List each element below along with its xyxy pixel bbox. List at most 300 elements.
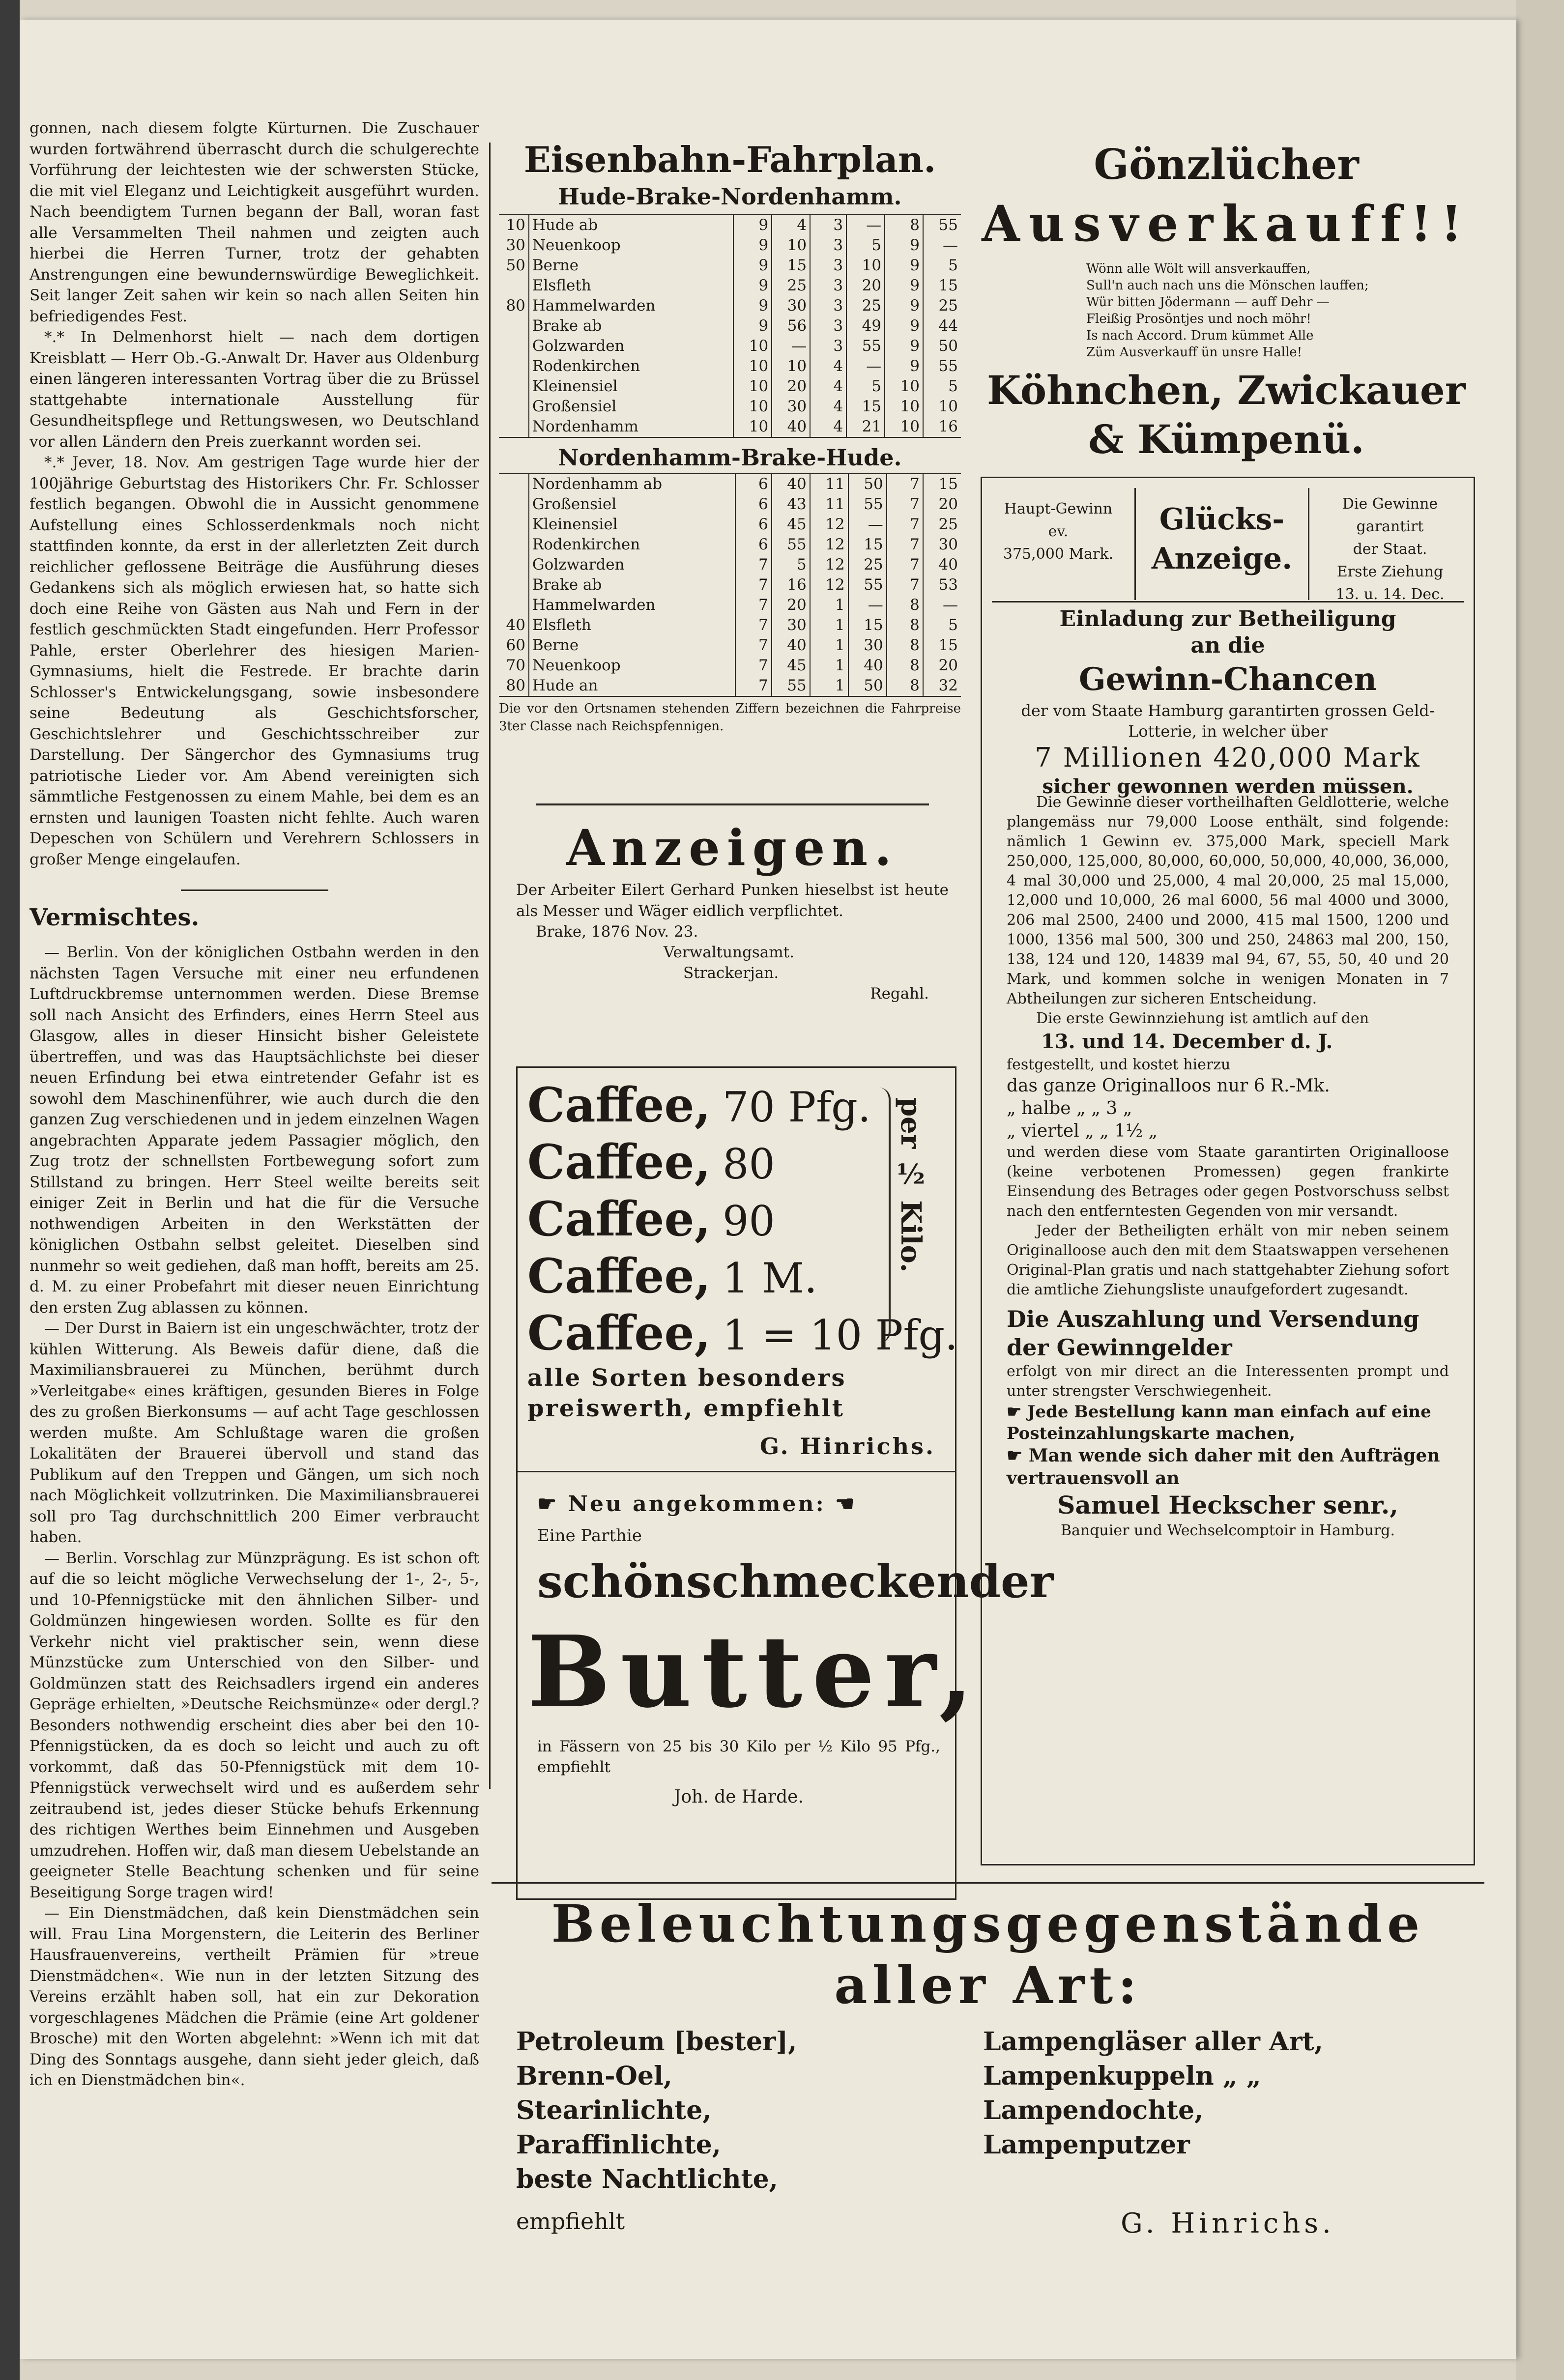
column-timetable: [499, 138, 961, 806]
time-cell: 10: [772, 235, 810, 256]
caffee-line: [527, 1192, 871, 1249]
time-cell: 30: [923, 535, 961, 555]
lottery-header-left: [992, 498, 1125, 566]
ausverkauf-poem: [973, 260, 1479, 361]
time-cell: 7: [735, 555, 772, 575]
caffee-line: [527, 1135, 871, 1192]
lottery-body-1: Die Gewinne dieser vortheilhaften Geldlotterie, welche plangemäss nur 79,000 Loose enthält, sind folgende: nämlich 1 Gewinn ev. 375,000 Mark, speciell Mark 250,000, 125,000, 80,000, 60,000, 50,000, 40,000, 36,000, 4 mal 30,000 und 25,000, 4 mal 20,000, 25 mal 15,000, 12,000 und 10,000, 26 mal 6000, 56 mal 4000 und 3000, 206 mal 2500, 2400 und 2000, 415 mal 1500, 1200 und 1000, 1356 mal 500, 300 und 250, 24863 mal 200, 150, 138, 124 und 120, 14839 mal 94, 67, 55, 50, 40 und 20 Mark, und kommen solche in wenigen Monaten in 7 Abtheilungen zur sicheren Entscheidung.: [1007, 794, 1449, 1007]
timetable-table-1: [499, 215, 961, 437]
time-cell: 7: [735, 635, 772, 656]
anzeigen-signer-1: Strackerjan.: [683, 964, 779, 982]
station-name: Elsfleth: [529, 615, 735, 635]
lottery-right-line: 13. u. 14. Dec.: [1335, 586, 1445, 603]
butter-word: Butter,: [527, 1614, 983, 1730]
station-name: Großensiel: [529, 494, 735, 515]
timetable-row: [499, 656, 961, 676]
time-cell: 10: [885, 397, 923, 417]
time-cell: 8: [887, 656, 923, 676]
caffee-divider: [518, 1471, 955, 1472]
lottery-price-1: das ganze Originalloos nur 6 R.-Mk.: [1007, 1076, 1330, 1096]
time-cell: 10: [733, 336, 772, 356]
time-cell: 9: [885, 235, 923, 256]
timetable-row: [499, 474, 961, 494]
lottery-order: ☛ Jede Bestellung kann man einfach auf eine Posteinzahlungskarte machen,: [1007, 1402, 1431, 1443]
lottery-left-line: 375,000 Mark.: [1003, 545, 1114, 563]
time-cell: 50: [923, 336, 961, 356]
time-cell: 12: [810, 575, 848, 595]
lamps-empfiehlt: empfiehlt: [516, 2208, 625, 2235]
lottery-left-line: ev.: [1048, 523, 1069, 540]
station-name: Neuenkoop: [529, 235, 733, 256]
ausverkauf-firm-2: & Kümpenü.: [1088, 416, 1364, 462]
time-cell: 10: [733, 397, 772, 417]
time-cell: 10: [772, 356, 810, 376]
time-cell: 6: [735, 494, 772, 515]
article-turnfest: gonnen, nach diesem folgte Kürturnen. Die Zuschauer wurden fortwährend überrascht durch die schulgerechte Vorführung der leichtesten wie der schwersten Stücke, die mit viel Eleganz und Leichtigkeit ausgeführt wurden. Nach beendigtem Turnen begann der Ball, woran fast alle Versammelten Theil nahmen und zeigten auch hierbei die Herren Turner, trotz der gehabten Anstrengungen eine bewundernswürdige Beweglichkeit. Seit langer Zeit sahen wir kein so nach allen Seiten hin befriedigendes Fest.: [29, 119, 479, 325]
time-cell: 4: [810, 417, 846, 437]
fare-cell: [499, 316, 529, 336]
notice-anzeigen: [516, 816, 949, 1061]
ausverkauf-title-2: Ausverkauff!!: [982, 195, 1471, 253]
time-cell: 8: [887, 615, 923, 635]
time-cell: 5: [846, 235, 885, 256]
time-cell: 9: [733, 276, 772, 296]
time-cell: 5: [923, 376, 961, 397]
lottery-body-4: und werden diese vom Staate garantirten Originalloose (keine verbotenen Promessen) gegen frankirte Einsendung des Betrages oder gegen Postvorschuss selbst nach den entferntesten Gegenden von mir versandt.: [1007, 1144, 1449, 1220]
article-jever: *.* Jever, 18. Nov. Am gestrigen Tage wurde hier der 100jährige Geburtstag des Historikers Chr. Fr. Schlosser festlich begangen. Obwohl die in Aussicht genommene Aufstellung eines Schlosserdenkmals noch nicht stattfinden konnte, da erst in der allerletzten Zeit durch reichlicher geflossene Beiträge die Ausführung dieses Gedankens sich als möglich erwiesen hat, so hatte sich doch eine Reihe von Gästen aus Nah und Fern in der festlich geschmückten Stadt eingefunden. Herr Professor Pahle, erster Oberlehrer des hiesigen Marien-Gymnasiums, hielt die Festrede. Er brachte darin Schlosser's Entwickelungsgang, sowie insbesondere seine Bedeutung als Geschichtsforscher, Geschichtslehrer und Geschichtsschreiber zur Darstellung. Der Sängerchor des Gymnasiums trug patriotische Lieder vor. Am Abend vereinigten sich sämmtliche Festgenossen zu einem Mahle, bei dem es an ernsten und launigen Toasten nicht fehlte. Auch waren Depeschen von Schülern und Verehrern Schlossers in großer Menge eingelaufen.: [29, 454, 479, 868]
ausverkauf-firm-1: Köhnchen, Zwickauer: [987, 367, 1466, 413]
ad-lamps: [492, 1892, 1484, 2315]
lottery-header-right: [1316, 493, 1464, 606]
lottery-header: [992, 488, 1464, 602]
time-cell: 3: [810, 256, 846, 276]
time-cell: 7: [887, 474, 923, 494]
caffee-word: Caffee,: [527, 1305, 711, 1361]
time-cell: 7: [735, 676, 772, 696]
column-divider: [489, 143, 491, 1789]
station-name: Brake ab: [529, 575, 735, 595]
time-cell: —: [846, 215, 885, 235]
lottery-payout: Die Auszahlung und Versendung der Gewinngelder: [1007, 1306, 1419, 1361]
time-cell: 20: [923, 494, 961, 515]
butter-signer: Joh. de Harde.: [674, 1787, 804, 1807]
caffee-price: 70 Pfg.: [722, 1083, 871, 1131]
time-cell: 30: [772, 296, 810, 316]
time-cell: 25: [772, 276, 810, 296]
caffee-unit: per ½ Kilo.: [895, 1097, 927, 1273]
time-cell: 3: [810, 215, 846, 235]
time-cell: 7: [887, 515, 923, 535]
lottery-lot1: der vom Staate Hamburg garantirten grossen Geld-Lotterie, in welcher über: [1021, 701, 1435, 741]
anzeigen-office: Verwaltungsamt.: [664, 944, 794, 961]
time-cell: 4: [810, 376, 846, 397]
ad-caffee: [516, 1066, 1054, 1900]
fare-cell: 50: [506, 257, 525, 274]
time-cell: 15: [923, 474, 961, 494]
lottery-left-line: Haupt-Gewinn: [1004, 500, 1113, 517]
timetable-row: [499, 276, 961, 296]
article-bavaria: — Der Durst in Baiern ist ein ungeschwächter, trotz der kühlen Witterung. Als Beweis dafür diene, daß die Maximiliansbrauerei zu München, berühmt durch »Verleitgabe« eines kräftigen, gesunden Bieres in Folge des zu großen Bierkonsums — auf acht Tage geschlossen werden mußte. Am Schlußtage waren die großen Lokalitäten der Brauerei übervoll und stand das Publikum auf den Treppen und Gängen, um sich noch nach Möglichkeit vollzutrinken. Die Maximiliansbrauerei soll pro Tag durchschnittlich 200 Eimer verbraucht haben.: [29, 1319, 479, 1546]
time-cell: —: [848, 515, 887, 535]
lamp-item: Paraffinlichte,: [516, 2130, 721, 2160]
time-cell: 3: [810, 336, 846, 356]
timetable-row: [499, 515, 961, 535]
time-cell: 10: [733, 356, 772, 376]
column-news: [29, 118, 479, 2152]
time-cell: 15: [923, 635, 961, 656]
lottery-right-line: Die Gewinne: [1342, 495, 1438, 513]
lottery-turn: ☛ Man wende sich daher mit den Aufträgen vertrauensvoll an: [1007, 1445, 1440, 1489]
caffee-price: 1 = 10 Pfg.: [722, 1311, 958, 1359]
time-cell: 5: [846, 376, 885, 397]
fare-cell: [499, 575, 529, 595]
butter-eine: Eine Parthie: [537, 1526, 642, 1546]
timetable-row: [499, 635, 961, 656]
time-cell: 7: [735, 575, 772, 595]
time-cell: 9: [733, 235, 772, 256]
lamp-item: Petroleum [bester],: [516, 2027, 797, 2057]
fare-cell: [499, 535, 529, 555]
time-cell: 53: [923, 575, 961, 595]
time-cell: 5: [923, 615, 961, 635]
fare-cell: [499, 595, 529, 615]
time-cell: 4: [772, 215, 810, 235]
timetable-route-2: Nordenhamm-Brake-Hude.: [558, 444, 902, 471]
station-name: Berne: [529, 635, 735, 656]
time-cell: 16: [772, 575, 810, 595]
lottery-price-2: „ halbe „ „ 3 „: [1007, 1098, 1132, 1118]
anzeigen-top-rule: [536, 803, 929, 805]
poem-line: Wönn alle Wölt will ansverkauffen,: [1086, 261, 1311, 276]
caffee-word: Caffee,: [527, 1134, 711, 1190]
time-cell: —: [923, 235, 961, 256]
time-cell: 15: [772, 256, 810, 276]
time-cell: 7: [887, 494, 923, 515]
fare-cell: [499, 376, 529, 397]
ad-ausverkauf: [973, 138, 1479, 472]
time-cell: 10: [885, 417, 923, 437]
section-rule: [181, 889, 328, 891]
section-heading: Vermischtes.: [29, 904, 200, 931]
timetable-row: [499, 417, 961, 437]
lamp-item: beste Nachtlichte,: [516, 2164, 778, 2194]
timetable-row: [499, 316, 961, 336]
time-cell: 7: [887, 575, 923, 595]
scan-right-edge: [1516, 0, 1564, 2380]
station-name: Nordenhamm ab: [529, 474, 735, 494]
time-cell: 6: [735, 535, 772, 555]
lamp-item: Lampendochte,: [983, 2095, 1204, 2125]
time-cell: 10: [733, 417, 772, 437]
lottery-order-text: Jede Bestellung kann man einfach auf eine Posteinzahlungskarte machen,: [1007, 1402, 1431, 1443]
time-cell: —: [848, 595, 887, 615]
fare-cell: [499, 336, 529, 356]
time-cell: 12: [810, 515, 848, 535]
time-cell: 25: [923, 296, 961, 316]
time-cell: 9: [733, 316, 772, 336]
time-cell: —: [772, 336, 810, 356]
timetable-row: [499, 296, 961, 316]
station-name: Hammelwarden: [529, 595, 735, 615]
time-cell: 55: [923, 215, 961, 235]
time-cell: 32: [923, 676, 961, 696]
time-cell: 55: [772, 676, 810, 696]
time-cell: 7: [887, 535, 923, 555]
fare-cell: 30: [506, 236, 525, 254]
time-cell: 45: [772, 515, 810, 535]
time-cell: 15: [923, 276, 961, 296]
lottery-body-5: Jeder der Betheiligten erhält von mir neben seinem Originalloose auch den mit dem Staatswappen versehenen Original-Plan gratis und nach stattgehabter Ziehung sofort die amtliche Ziehungsliste unaufgefordert zugesandt.: [1007, 1222, 1449, 1298]
lottery-turn-text: Man wende sich daher mit den Aufträgen vertrauensvoll an: [1007, 1445, 1440, 1489]
caffee-word: Caffee,: [527, 1191, 711, 1247]
time-cell: 4: [810, 356, 846, 376]
lottery-dates: 13. und 14. December d. J.: [1041, 1030, 1333, 1053]
fare-cell: 10: [506, 216, 525, 234]
timetable-row: [499, 676, 961, 696]
time-cell: 1: [810, 615, 848, 635]
caffee-line: [527, 1249, 871, 1306]
time-cell: 55: [772, 535, 810, 555]
time-cell: 7: [887, 555, 923, 575]
station-name: Berne: [529, 256, 733, 276]
time-cell: 10: [885, 376, 923, 397]
time-cell: 16: [923, 417, 961, 437]
time-cell: 50: [848, 676, 887, 696]
lottery-banker-2: Banquier und Wechselcomptoir in Hamburg.: [1060, 1522, 1395, 1539]
time-cell: —: [923, 595, 961, 615]
lottery-millions: 7 Millionen 420,000 Mark: [1035, 742, 1421, 773]
time-cell: 8: [887, 595, 923, 615]
fare-cell: [499, 417, 529, 437]
fare-cell: [499, 474, 529, 494]
time-cell: 9: [885, 296, 923, 316]
lottery-header-center: [1134, 488, 1309, 600]
time-cell: 40: [772, 474, 810, 494]
lottery-glucks: Glücks-: [1159, 502, 1285, 537]
caffee-line: [527, 1078, 871, 1135]
time-cell: 4: [810, 397, 846, 417]
caffee-price: 80: [722, 1140, 775, 1188]
time-cell: 20: [846, 276, 885, 296]
time-cell: 3: [810, 235, 846, 256]
time-cell: 6: [735, 474, 772, 494]
time-cell: 7: [735, 595, 772, 615]
poem-line: Fleißig Prosöntjes und noch möhr!: [1086, 312, 1311, 326]
time-cell: 8: [885, 215, 923, 235]
time-cell: 11: [810, 474, 848, 494]
lottery-body-2: Die erste Gewinnziehung ist amtlich auf den: [1036, 1010, 1369, 1027]
lottery-sure: sicher gewonnen werden müssen.: [1042, 775, 1414, 798]
lamps-signer: G. Hinrichs.: [1121, 2208, 1335, 2239]
timetable-row: [499, 356, 961, 376]
time-cell: 9: [885, 256, 923, 276]
station-name: Golzwarden: [529, 336, 733, 356]
lottery-anzeige: Anzeige.: [1151, 542, 1293, 576]
time-cell: 40: [923, 555, 961, 575]
time-cell: 9: [733, 256, 772, 276]
lamps-list-left: [516, 2025, 958, 2197]
time-cell: 9: [733, 296, 772, 316]
time-cell: 11: [810, 494, 848, 515]
timetable-row: [499, 494, 961, 515]
fare-cell: 80: [506, 297, 525, 315]
time-cell: 30: [848, 635, 887, 656]
lamp-item: Stearinlichte,: [516, 2095, 712, 2125]
lamp-item: Lampenkuppeln „ „: [983, 2061, 1261, 2091]
station-name: Elsfleth: [529, 276, 733, 296]
station-name: Großensiel: [529, 397, 733, 417]
time-cell: 3: [810, 316, 846, 336]
time-cell: 25: [848, 555, 887, 575]
timetable-route-1: Hude-Brake-Nordenhamm.: [558, 183, 902, 210]
timetable-row: [499, 535, 961, 555]
time-cell: 9: [885, 336, 923, 356]
fare-cell: 80: [506, 677, 525, 694]
station-name: Hude ab: [529, 215, 733, 235]
time-cell: 55: [848, 494, 887, 515]
caffee-word: Caffee,: [527, 1077, 711, 1133]
article-delmenhorst: *.* In Delmenhorst hielt — nach dem dortigen Kreisblatt — Herr Ob.-G.-Anwalt Dr. Haver aus Oldenburg einen längeren interessanten Vortrag über die zu Brüssel stattgehabte internationale Ausstellung für Gesundheitspflege und Rettungswesen, wo Deutschland vor allen Ländern den Preis zuerkannt worden sei.: [29, 328, 479, 451]
article-berlin-brake: — Berlin. Von der königlichen Ostbahn werden in den nächsten Tagen Versuche mit einer neu erfundenen Luftdruckbremse unternommen werden. Diese Bremse soll nach Ansicht des Erfinders, eines Herrn Steel aus Glasgow, alles in dieser Hinsicht bisher Geleistete übertreffen, und was das Hauptsächlichste bei dieser neuen Erfindung bei etwa eintretender Gefahr ist es sowohl dem Maschinenführer, wie auch durch die den ganzen Zug verschiedenen und in jedem einzelnen Wagen angebrachten Apparate jedem Passagier möglich, den Zug trotz der schnellsten Fortbewegung sofort zum Stillstand zu bringen. Herr Steel weilte bereits seit einiger Zeit in Berlin und hat die für die Versuche nothwendigen Arbeiten in den Werkstätten der königlichen Ostbahn selbst geleitet. Dieselben sind nunmehr so weit gediehen, daß man hofft, bereits am 25. d. M. zu einer Probefahrt mit dieser neuen Einrichtung den ersten Zug ablassen zu können.: [29, 944, 479, 1317]
time-cell: 10: [733, 376, 772, 397]
lottery-chancen: Gewinn-Chancen: [1078, 661, 1377, 698]
time-cell: 30: [772, 397, 810, 417]
lamps-list-right: [983, 2025, 1475, 2162]
time-cell: 1: [810, 656, 848, 676]
time-cell: 5: [772, 555, 810, 575]
time-cell: 6: [735, 515, 772, 535]
time-cell: 1: [810, 676, 848, 696]
time-cell: 20: [772, 595, 810, 615]
station-name: Neuenkoop: [529, 656, 735, 676]
caffee-bracket: [879, 1088, 891, 1343]
time-cell: 3: [810, 296, 846, 316]
station-name: Brake ab: [529, 316, 733, 336]
station-name: Rodenkirchen: [529, 356, 733, 376]
poem-line: Wür bitten Jödermann — auff Dehr —: [1086, 295, 1330, 310]
fare-cell: [499, 356, 529, 376]
time-cell: 20: [923, 656, 961, 676]
time-cell: 56: [772, 316, 810, 336]
poem-line: Is nach Accord. Drum kümmet Alle: [1086, 328, 1314, 343]
anzeigen-place: Brake, 1876 Nov. 23.: [536, 923, 698, 941]
timetable-table-2: [499, 474, 961, 696]
time-cell: 25: [846, 296, 885, 316]
time-cell: 8: [887, 676, 923, 696]
butter-new-arrived: ☛ Neu angekommen: ☚: [537, 1491, 857, 1517]
time-cell: 9: [885, 276, 923, 296]
lamps-title-1: Beleuchtungsgegenstände: [551, 1893, 1425, 1954]
timetable-row: [499, 397, 961, 417]
time-cell: 49: [846, 316, 885, 336]
lottery-price-3: „ viertel „ „ 1½ „: [1007, 1121, 1158, 1141]
lottery-body: [1007, 793, 1449, 1541]
time-cell: 45: [772, 656, 810, 676]
caffee-price: 1 M.: [722, 1254, 817, 1302]
poem-line: Sull'n auch nach uns die Mönschen lauffen;: [1086, 278, 1369, 293]
lottery-right-line: der Staat.: [1353, 541, 1427, 558]
timetable-row: [499, 256, 961, 276]
timetable-title: Eisenbahn-Fahrplan.: [523, 139, 936, 180]
time-cell: 5: [923, 256, 961, 276]
timetable-note: Die vor den Ortsnamen stehenden Ziffern bezeichnen die Fahrpreise 3ter Classe nach Reichspfennigen.: [499, 701, 961, 734]
time-cell: 43: [772, 494, 810, 515]
lottery-right-line: Erste Ziehung: [1336, 563, 1444, 580]
time-cell: 55: [846, 336, 885, 356]
station-name: Golzwarden: [529, 555, 735, 575]
time-cell: 30: [772, 615, 810, 635]
lottery-banker: Samuel Heckscher senr.,: [1057, 1491, 1398, 1520]
time-cell: 10: [846, 256, 885, 276]
ausverkauf-title-1: Gönzlücher: [1094, 140, 1359, 189]
time-cell: 7: [735, 656, 772, 676]
time-cell: —: [846, 356, 885, 376]
butter-text: in Fässern von 25 bis 30 Kilo per ½ Kilo 95 Pfg., empfiehlt: [537, 1738, 940, 1776]
time-cell: 40: [848, 656, 887, 676]
fare-cell: 70: [506, 657, 525, 674]
timetable-row: [499, 235, 961, 256]
time-cell: 9: [885, 316, 923, 336]
fare-cell: 40: [506, 616, 525, 634]
time-cell: 12: [810, 535, 848, 555]
caffee-line: [527, 1305, 958, 1363]
timetable-row: [499, 215, 961, 235]
time-cell: 10: [923, 397, 961, 417]
time-cell: 12: [810, 555, 848, 575]
lamp-item: Brenn-Oel,: [516, 2061, 672, 2091]
anzeigen-title: Anzeigen.: [566, 819, 898, 877]
butter-adjective: schönschmeckender: [537, 1555, 1054, 1608]
fare-cell: [499, 494, 529, 515]
time-cell: 55: [848, 575, 887, 595]
scan-left-edge: [0, 0, 20, 2380]
fare-cell: [499, 515, 529, 535]
timetable-row: [499, 615, 961, 635]
time-cell: 25: [923, 515, 961, 535]
lottery-body-6: erfolgt von mir direct an die Interessenten prompt und unter strengster Verschwiegenheit.: [1007, 1363, 1449, 1400]
caffee-price: 90: [722, 1197, 775, 1245]
newspaper-page: [20, 20, 1516, 2359]
time-cell: 8: [887, 635, 923, 656]
station-name: Hude an: [529, 676, 735, 696]
time-cell: 21: [846, 417, 885, 437]
caffee-word: Caffee,: [527, 1248, 711, 1304]
lamp-item: Lampenputzer: [983, 2130, 1190, 2160]
lottery-right-line: garantirt: [1356, 518, 1424, 535]
time-cell: 40: [772, 635, 810, 656]
article-berlin-coins: — Berlin. Vorschlag zur Münzprägung. Es ist schon oft auf die so leicht mögliche Verwechselung der 1-, 2-, 5-, und 10-Pfennigstücke mit den ähnlichen Silber- und Goldmünzen hingewiesen worden. Sollte es für den Verkehr nicht viel praktischer sein, wenn diese Münzstücke zum Unterschied von den Silber- und Goldmünzen statt des Reichsadlers irgend ein anderes Gepräge erhielten, »Deutsche Reichsmünze« oder dergl.? Besonders nothwendig erscheint dies aber bei den 10-Pfennigstücken, da es doch so leicht und auch zu oft vorkommt, daß das 50-Pfennigstück mit dem 10-Pfennigstück verwechselt wird und es außerdem sehr zeitraubend ist, jedes dieser Stücke behufs Erkennung des richtigen Werthes beim Einnehmen und Ausgeben umzudrehen. Hoffen wir, daß man diesem Uebelstande an geeigneter Stelle Beachtung schenken und für seine Beseitigung Sorge tragen wird!: [29, 1549, 479, 1901]
time-cell: 20: [772, 376, 810, 397]
lottery-invite-1: Einladung zur Betheiligung: [1059, 606, 1396, 631]
lottery-invite-2: an die: [1190, 633, 1265, 658]
fare-cell: [499, 397, 529, 417]
station-name: Kleinensiel: [529, 515, 735, 535]
fare-cell: [499, 276, 529, 296]
timetable-row: [499, 376, 961, 397]
time-cell: 15: [846, 397, 885, 417]
ad-lottery: [981, 477, 1475, 1865]
caffee-text: alle Sorten besonders preiswerth, empfiehlt: [527, 1364, 846, 1422]
fare-cell: 60: [506, 636, 525, 654]
timetable-row: [499, 595, 961, 615]
time-cell: 15: [848, 535, 887, 555]
article-maid: — Ein Dienstmädchen, daß kein Dienstmädchen sein will. Frau Lina Morgenstern, die Leiterin des Berliner Hausfrauenvereins, vertheilt Prämien für »treue Dienstmädchen«. Wie nun in der letzten Sitzung des Vereins erzählt haben soll, hat ein zur Dekoration vorgeschlagenes Mädchen die Prämie (eine Art goldener Brosche) mit den Worten abgelehnt: »Wenn ich mit dat Ding des Sonntags ausgehe, dann sieht jeder gleich, daß ich en Dienstmädchen bin«.: [29, 1904, 479, 2089]
time-cell: 1: [810, 635, 848, 656]
time-cell: 44: [923, 316, 961, 336]
time-cell: 3: [810, 276, 846, 296]
timetable-row: [499, 555, 961, 575]
station-name: Nordenhamm: [529, 417, 733, 437]
